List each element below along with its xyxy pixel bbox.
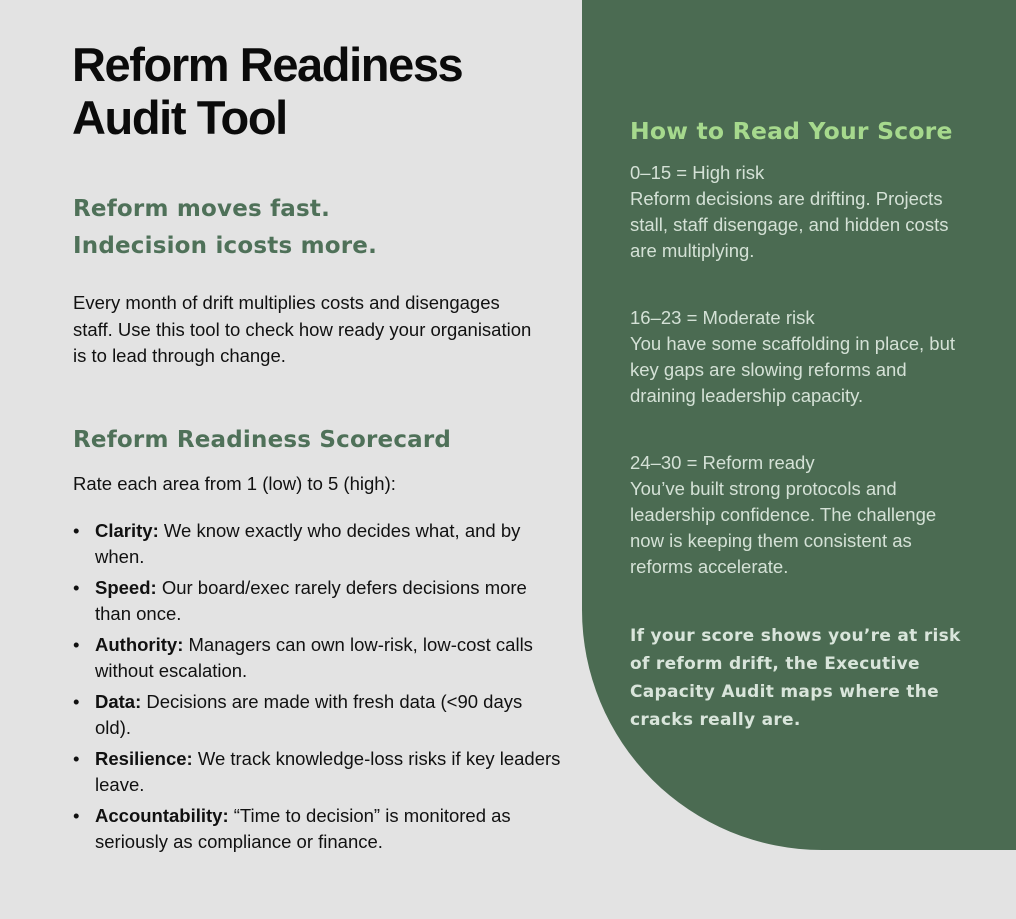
tagline — [73, 191, 377, 265]
tagline-line-2: Indecision icosts more. — [73, 233, 378, 259]
score-level-range: 24–30 = Reform ready — [630, 452, 815, 473]
score-level-reform-ready — [630, 450, 970, 580]
criterion-term: Data: — [95, 691, 142, 712]
score-level-range: 16–23 = Moderate risk — [630, 307, 815, 328]
criterion-text: Managers can own low-risk, low-cost calls without escalation. — [95, 634, 533, 681]
bullet-icon: • — [73, 805, 80, 826]
score-level-range: 0–15 = High risk — [630, 162, 765, 183]
score-level-description: You’ve built strong protocols and leadership confidence. The challenge now is keeping them consistent as reforms accelerate. — [630, 478, 937, 577]
criterion-term: Accountability: — [95, 805, 229, 826]
scorecard-instruction: Rate each area from 1 (low) to 5 (high): — [73, 473, 396, 494]
scorecard-criteria-list — [73, 518, 563, 860]
criterion-text: We know exactly who decides what, and by when. — [95, 520, 521, 567]
page-title-line-2: Audit Tool — [72, 91, 287, 144]
criterion-term: Authority: — [95, 634, 184, 655]
criterion-speed — [73, 575, 563, 627]
criterion-term: Clarity: — [95, 520, 159, 541]
criterion-clarity — [73, 518, 563, 570]
criterion-term: Resilience: — [95, 748, 193, 769]
bullet-icon: • — [73, 520, 80, 541]
score-level-description: Reform decisions are drifting. Projects stall, staff disengage, and hidden costs are multiplying. — [630, 188, 949, 261]
audit-callout: If your score shows you’re at risk of reform drift, the Executive Capacity Audit maps where the cracks really are. — [630, 626, 961, 730]
tagline-line-1: Reform moves fast. — [73, 196, 331, 222]
criterion-authority — [73, 632, 563, 684]
criterion-text: “Time to decision” is monitored as seriously as compliance or finance. — [95, 805, 511, 852]
criterion-resilience — [73, 746, 563, 798]
criterion-accountability — [73, 803, 563, 855]
score-level-description: You have some scaffolding in place, but key gaps are slowing reforms and draining leadership capacity. — [630, 333, 956, 406]
bullet-icon: • — [73, 748, 80, 769]
score-level-moderate-risk — [630, 305, 970, 409]
scorecard-heading: Reform Readiness Scorecard — [73, 427, 452, 453]
intro-paragraph: Every month of drift multiplies costs and disengages staff. Use this tool to check how ready your organisation is to lead through change. — [73, 292, 532, 366]
bullet-icon: • — [73, 634, 80, 655]
criterion-text: We track knowledge-loss risks if key leaders leave. — [95, 748, 561, 795]
criterion-text: Decisions are made with fresh data (<90 days old). — [95, 691, 523, 738]
bullet-icon: • — [73, 691, 80, 712]
criterion-data — [73, 689, 563, 741]
page-title — [72, 38, 462, 144]
criterion-term: Speed: — [95, 577, 157, 598]
criterion-text: Our board/exec rarely defers decisions more than once. — [95, 577, 527, 624]
score-guide-heading: How to Read Your Score — [630, 117, 953, 145]
page-title-line-1: Reform Readiness — [72, 38, 463, 91]
score-level-high-risk — [630, 160, 970, 264]
bullet-icon: • — [73, 577, 80, 598]
